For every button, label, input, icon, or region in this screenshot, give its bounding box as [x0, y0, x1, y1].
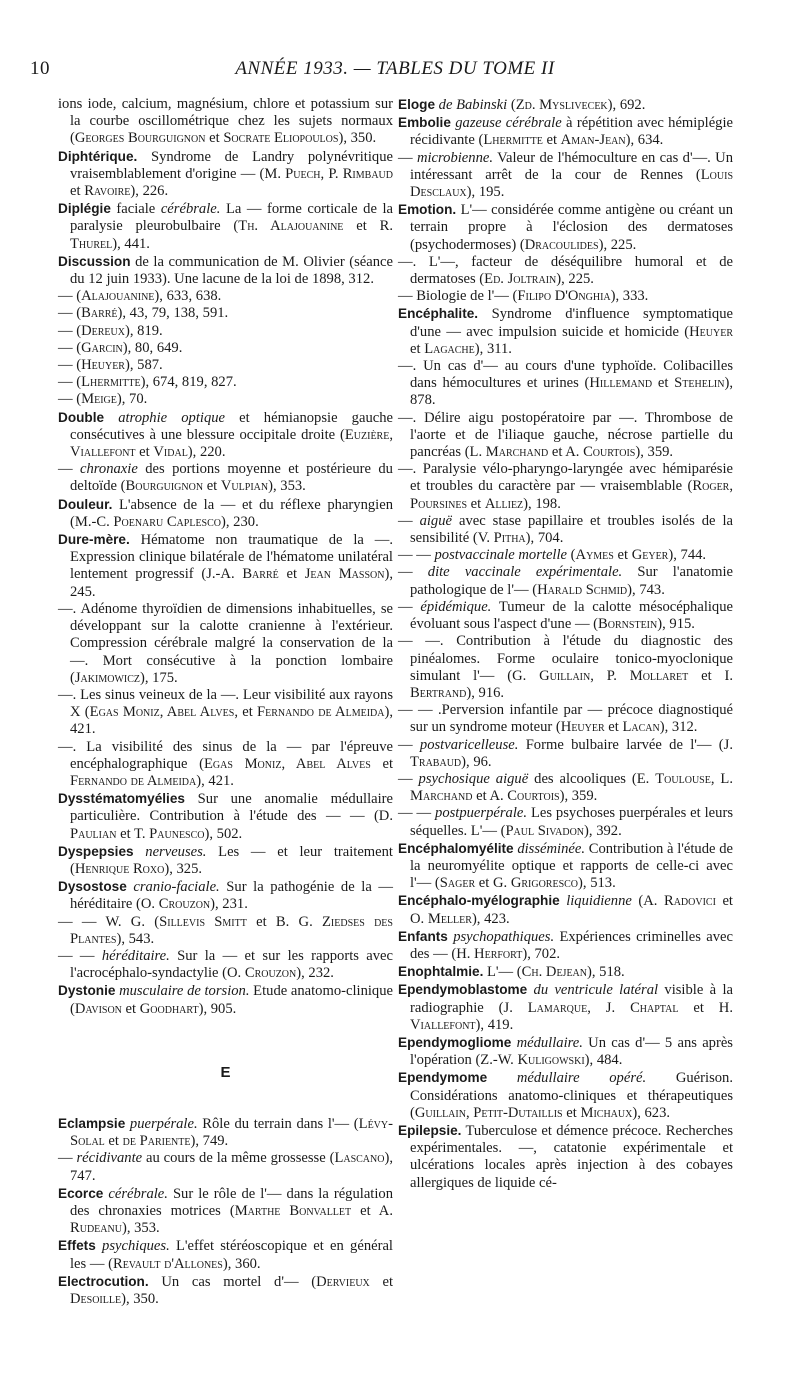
index-entry: Ependymogliome médullaire. Un cas d'— 5 ans après l'opération (Z.-W. Kuligowski), 484.	[398, 1034, 733, 1069]
index-entry: Diphtérique. Syndrome de Landry polynévritique vraisemblablement d'origine — (M. Puech, P. Rimbaud et Ravoire), 226.	[58, 148, 393, 200]
section-letter: E	[220, 1063, 231, 1081]
index-entry: Dyspepsies nerveuses. Les — et leur traitement (Henrique Roxo), 325.	[58, 843, 393, 877]
index-entry: — psychosique aiguë des alcooliques (E. Toulouse, L. Marchand et A. Courtois), 359.	[398, 770, 733, 805]
index-entry: Eclampsie puerpérale. Rôle du terrain dans l'— (Lévy-Solal et de Pariente), 749.	[58, 1115, 393, 1150]
index-entry: — aiguë avec stase papillaire et troubles isolés de la sensibilité (V. Pitha), 704.	[398, 512, 733, 547]
index-entry: — microbienne. Valeur de l'hémoculture en cas d'—. Un intéressant arrêt de la cour de Rennes (Louis Desclaux), 195.	[398, 149, 733, 201]
index-entry: Discussion de la communication de M. Olivier (séance du 12 juin 1933). Une lacune de la loi de 1898, 312.	[58, 253, 393, 288]
index-entry: — — héréditaire. Sur la — et sur les rapports avec l'acrocéphalo-syndactylie (O. Crouzon), 232.	[58, 947, 394, 982]
index-entry: Encéphalite. Syndrome d'influence symptomatique d'une — avec impulsion suicide et homicide (Heuyer et Lagache), 311.	[398, 306, 733, 357]
index-entry: —. La visibilité des sinus de la — par l'épreuve encéphalographique (Egas Moniz, Abel Alves et Fernando de Almeida), 421.	[58, 738, 394, 789]
index-entry: — (Meige), 70.	[58, 391, 148, 408]
index-entry: Enophtalmie. L'— (Ch. Dejean), 518.	[398, 964, 625, 981]
index-entry: — (Alajouanine), 633, 638.	[58, 288, 222, 305]
index-entry: — (Barré), 43, 79, 138, 591.	[58, 305, 229, 322]
index-entry: — — .Perversion infantile par — précoce diagnostiqué sur un syndrome moteur (Heuyer et Lacan), 312.	[398, 702, 733, 736]
index-entry: — (Lhermitte), 674, 819, 827.	[58, 374, 237, 391]
index-entry: Encéphalo-myélographie liquidienne (A. Radovici et O. Meller), 423.	[398, 893, 733, 927]
index-entry: —. Un cas d'— au cours d'une typhoïde. Colibacilles dans hémocultures et urines (Hillemand et Stehelin), 878.	[398, 358, 733, 409]
index-entry: Dysstématomyélies Sur une anomalie médullaire particulière. Contribution à l'étude des — — (D. Paulian et T. Paunesco), 502.	[58, 791, 393, 842]
index-entry: ions iode, calcium, magnésium, chlore et potassium sur la courbe oscillométrique chez les sujets normaux (Georges Bourguignon et Socrate Eliopoulos), 350.	[58, 96, 393, 147]
index-entry: Ependymoblastome du ventricule latéral visible à la radiographie (J. Lamarque, J. Chaptal et H. Viallefont), 419.	[398, 982, 734, 1033]
index-entry: Enfants psychopathiques. Expériences criminelles avec des — (H. Herfort), 702.	[398, 928, 733, 962]
index-entry: — dite vaccinale expérimentale. Sur l'anatomie pathologique de l'— (Harald Schmid), 743.	[398, 564, 733, 598]
index-entry: — épidémique. Tumeur de la calotte mésocéphalique évoluant sous l'aspect d'une — (Bornstein), 915.	[398, 598, 733, 633]
index-entry: Epilepsie. Tuberculose et démence précoce. Recherches expérimentales. —, catatonie expérimentale et ulcérations locales après injection à des cobayes allergiques de liquide cé-	[398, 1122, 733, 1191]
index-entry: Emotion. L'— considérée comme antigène ou créant un terrain propre à l'éclosion des dermatoses (psychodermoses) (Dracoulides), 225.	[398, 202, 733, 253]
index-entry: Dystonie musculaire de torsion. Etude anatomo-clinique (Davison et Goodhart), 905.	[58, 983, 393, 1017]
index-entry: —. Paralysie vélo-pharyngo-laryngée avec hémiparésie et troubles du caractère par — vraisemblable (Roger, Poursines et Alliez), 198.	[398, 461, 733, 512]
index-entry: Dysostose cranio-faciale. Sur la pathogénie de la — héréditaire (O. Crouzon), 231.	[58, 879, 394, 913]
index-entry: — (Garcin), 80, 649.	[58, 339, 183, 356]
index-entry: Encéphalomyélite disséminée. Contribution à l'étude de la neuromyélite optique et rapports de celle-ci avec l'— (Sager et G. Grigoresco), 513.	[398, 840, 733, 892]
index-entry: Electrocution. Un cas mortel d'— (Dervieux et Desoille), 350.	[58, 1273, 394, 1307]
index-entry: Dure-mère. Hématome non traumatique de la —. Expression clinique bilatérale de l'hématome unilatéral lentement progressif (J.-A. Barré et Jean Masson), 245.	[58, 532, 393, 600]
index-entry: — Biologie de l'— (Filipo D'Onghia), 333.	[398, 288, 649, 305]
index-entry: —. Délire aigu postopératoire par —. Thrombose de l'aorte et de l'iliaque gauche, nécrose partielle du pancréas (L. Marchand et A. Courtois), 359.	[398, 409, 733, 461]
index-entry: Effets psychiques. L'effet stéréoscopique et en général les — (Revault d'Allones), 360.	[58, 1238, 393, 1272]
index-entry: — récidivante au cours de la même grossesse (Lascano), 747.	[58, 1150, 393, 1184]
index-entry: Diplégie faciale cérébrale. La — forme corticale de la paralysie pleurobulbaire (Th. Alajouanine et R. Thurel), 441.	[58, 201, 393, 252]
right-column	[398, 96, 733, 1192]
index-entry: Embolie gazeuse cérébrale à répétition avec hémiplégie récidivante (Lhermitte et Aman-Jean), 634.	[398, 115, 733, 149]
index-entry: — —. Contribution à l'étude du diagnostic des pinéalomes. Forme oculaire tonico-myoclonique simulant l'— (G. Guillain, P. Mollaret et I. Bertrand), 916.	[398, 633, 734, 701]
index-entry: — (Dereux), 819.	[58, 322, 163, 339]
index-entry: Eloge de Babinski (Zd. Myslivecek), 692.	[398, 97, 646, 113]
index-entry: Ependymome médullaire opéré. Guérison. Considérations anatomo-cliniques et thérapeutiques (Guillain, Petit-Dutaillis et Michaux), 623.	[398, 1070, 733, 1121]
index-entry: — chronaxie des portions moyenne et postérieure du deltoïde (Bourguignon et Vulpian), 353.	[58, 461, 393, 495]
page-number: 10	[30, 58, 50, 79]
index-entry: —. L'—, facteur de déséquilibre humoral et de dermatoses (Ed. Joltrain), 225.	[398, 253, 733, 288]
left-column	[58, 96, 393, 1308]
index-entry: Douleur. L'absence de la — et du réflexe pharyngien (M.-C. Poenaru Caplesco), 230.	[58, 496, 393, 530]
index-entry: — — postpuerpérale. Les psychoses puerpérales et leurs séquelles. L'— (Paul Sivadon), 392.	[398, 805, 733, 839]
index-entry: — — postvaccinale mortelle (Aymes et Geyer), 744.	[398, 547, 707, 564]
index-entry: — (Heuyer), 587.	[58, 357, 163, 374]
index-entry: Double atrophie optique et hémianopsie gauche consécutives à une blessure occipitale droite (Euzière, Viallefont et Vidal), 220.	[58, 409, 393, 461]
running-title: ANNÉE 1933. — TABLES DU TOME II	[235, 58, 555, 79]
index-entry: —. Adénome thyroïdien de dimensions inhabituelles, se développant sur la calotte cranienne à l'extérieur. Compression cérébrale malgré la conservation de la —. Mort consécutive à la ponction lombaire (Jakimowicz), 175.	[58, 600, 393, 686]
index-entry: Ecorce cérébrale. Sur le rôle de l'— dans la régulation des chronaxies motrices (Marthe Bonvallet et A. Rudeanu), 353.	[58, 1185, 393, 1237]
index-entry: — postvaricelleuse. Forme bulbaire larvée de l'— (J. Trabaud), 96.	[398, 736, 733, 770]
index-entry: —. Les sinus veineux de la —. Leur visibilité aux rayons X (Egas Moniz, Abel Alves, et Fernando de Almeida), 421.	[58, 686, 393, 738]
running-header	[30, 58, 760, 82]
index-entry: — — W. G. (Sillevis Smitt et B. G. Ziedses des Plantes), 543.	[58, 913, 393, 947]
